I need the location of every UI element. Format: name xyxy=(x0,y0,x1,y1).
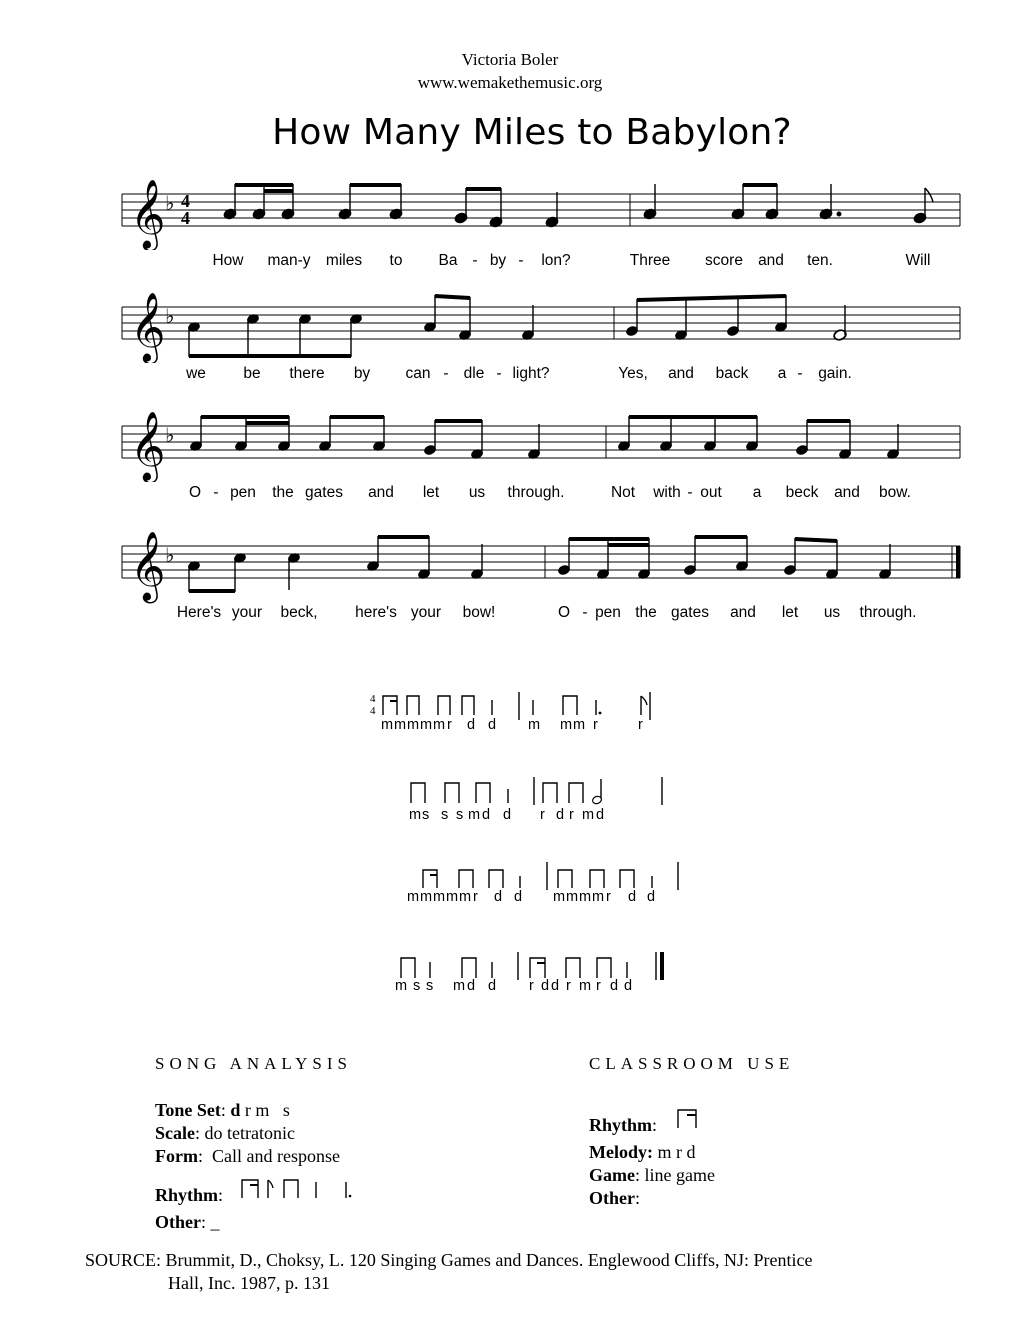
lyric-syllable: and xyxy=(834,484,860,501)
lyric-syllable: Ba xyxy=(438,252,458,269)
lyric-syllable: gates xyxy=(671,604,709,621)
lyric-syllable: gates xyxy=(305,484,343,501)
lyric-syllable: - xyxy=(797,365,803,382)
classroom-rhythm-field: Rhythm: xyxy=(589,1115,658,1135)
lyric-syllable: - xyxy=(472,252,478,269)
lyric-syllable: by xyxy=(489,252,507,269)
game-field: Game: line game xyxy=(589,1165,715,1185)
lyric-syllable: O xyxy=(188,484,202,501)
song-title: How Many Miles to Babylon? xyxy=(272,112,792,153)
lyric-syllable: miles xyxy=(325,252,363,269)
lyric-syllable: the xyxy=(635,604,657,621)
lyric-syllable: here's xyxy=(355,604,397,621)
author-name: Victoria Boler xyxy=(461,50,559,69)
lyric-syllable: beck xyxy=(785,484,819,501)
solfege-line-1: m m m m m r d d m m m r r xyxy=(381,717,643,733)
lyric-syllable: light? xyxy=(512,365,550,382)
source-citation-line-1: SOURCE: Brummit, D., Choksy, L. 120 Singing Games and Dances. Englewood Cliffs, NJ: Prentice xyxy=(85,1250,813,1270)
source-citation-line-2: Hall, Inc. 1987, p. 131 xyxy=(168,1273,330,1293)
solfege-line-4: m s s m d d r d d r m r d d xyxy=(395,978,633,994)
staff-system-1 xyxy=(0,170,1020,250)
lyric-syllable: gain. xyxy=(818,365,852,382)
lyric-syllable: pen xyxy=(230,484,256,501)
svg-text:4: 4 xyxy=(370,693,376,705)
lyric-syllable: pen xyxy=(595,604,621,621)
lyric-syllable: - xyxy=(687,484,693,501)
staff-system-2 xyxy=(0,283,1020,363)
classroom-other-field: Other: xyxy=(589,1188,640,1208)
lyric-line-4 xyxy=(0,604,1020,626)
lyric-syllable: Will xyxy=(905,252,931,269)
flat-icon: ♭ xyxy=(165,191,175,215)
lyric-syllable: Three xyxy=(629,252,671,269)
lyric-syllable: can xyxy=(405,365,431,382)
lyric-syllable: and xyxy=(730,604,756,621)
lyric-syllable: your xyxy=(410,604,442,621)
lyric-syllable: us xyxy=(823,604,841,621)
lyric-syllable: the xyxy=(272,484,294,501)
tone-set-field: Tone Set: d r m s xyxy=(155,1100,290,1120)
treble-clef-icon: 𝄞 xyxy=(130,531,166,601)
scale-field: Scale: do tetratonic xyxy=(155,1123,295,1143)
lyric-line-1 xyxy=(0,252,1020,274)
lyric-syllable: score xyxy=(705,252,743,269)
svg-text:4: 4 xyxy=(370,705,376,717)
staff-system-4 xyxy=(0,522,1020,606)
lyric-syllable: by xyxy=(353,365,371,382)
solfege-line-3: m m m m m r d d m m m m r d d xyxy=(407,889,656,905)
lyric-syllable: - xyxy=(518,252,524,269)
lyric-syllable: and xyxy=(758,252,784,269)
lyric-line-3 xyxy=(0,484,1020,506)
lyric-syllable: back xyxy=(715,365,749,382)
form-field: Form: Call and response xyxy=(155,1146,340,1166)
lyric-syllable: - xyxy=(582,604,588,621)
lyric-line-2 xyxy=(0,365,1020,387)
lyric-syllable: a xyxy=(777,365,787,382)
lyric-syllable: bow. xyxy=(879,484,911,501)
lyric-syllable: and xyxy=(668,365,694,382)
classroom-use-heading: CLASSROOM USE xyxy=(589,1054,795,1073)
lyric-syllable: O xyxy=(557,604,571,621)
sixteenth-eighth-pattern-icon xyxy=(674,1106,704,1132)
solfege-line-2: m s s s m d d r d r m d xyxy=(409,807,605,823)
rhythm-patterns-icon xyxy=(238,1176,358,1202)
lyric-syllable: let xyxy=(781,604,799,621)
treble-clef-icon: 𝄞 xyxy=(130,292,166,362)
lyric-syllable: Not xyxy=(610,484,636,501)
lyric-syllable: us xyxy=(468,484,486,501)
lyric-syllable: and xyxy=(368,484,394,501)
lyric-syllable: man-y xyxy=(267,252,311,269)
lyric-syllable: How xyxy=(212,252,244,269)
lyric-syllable: to xyxy=(389,252,403,269)
rhythm-line-2 xyxy=(0,775,1020,805)
treble-clef-icon: 𝄞 xyxy=(130,179,166,249)
lyric-syllable: through. xyxy=(507,484,565,501)
lyric-syllable: - xyxy=(443,365,449,382)
song-analysis-heading: SONG ANALYSIS xyxy=(155,1054,352,1073)
svg-text:4: 4 xyxy=(181,191,190,211)
lyric-syllable: ten. xyxy=(807,252,833,269)
lyric-syllable: - xyxy=(213,484,219,501)
lyric-syllable: be xyxy=(243,365,261,382)
flat-icon: ♭ xyxy=(165,543,175,567)
lyric-syllable: Here's xyxy=(176,604,222,621)
lyric-syllable: there xyxy=(289,365,325,382)
lyric-syllable: dle xyxy=(463,365,485,382)
lyric-syllable: a xyxy=(752,484,762,501)
lyric-syllable: through. xyxy=(859,604,917,621)
svg-text:4: 4 xyxy=(181,208,190,228)
lyric-syllable: out xyxy=(700,484,722,501)
lyric-syllable: beck, xyxy=(280,604,318,621)
lyric-syllable: we xyxy=(186,365,206,382)
treble-clef-icon: 𝄞 xyxy=(130,411,166,481)
other-field: Other: _ xyxy=(155,1212,220,1232)
rhythm-line-1 xyxy=(0,690,1020,720)
website: www.wemakethemusic.org xyxy=(417,73,603,92)
lyric-syllable: lon? xyxy=(541,252,571,269)
flat-icon: ♭ xyxy=(165,423,175,447)
lyric-syllable: - xyxy=(496,365,502,382)
lyric-syllable: bow! xyxy=(462,604,496,621)
melody-field: Melody: m r d xyxy=(589,1142,696,1162)
lyric-syllable: Yes, xyxy=(618,365,648,382)
flat-icon: ♭ xyxy=(165,304,175,328)
rhythm-line-3 xyxy=(0,860,1020,890)
lyric-syllable: let xyxy=(422,484,440,501)
staff-system-3 xyxy=(0,402,1020,482)
lyric-syllable: your xyxy=(231,604,263,621)
lyric-syllable: with xyxy=(653,484,681,501)
rhythm-field: Rhythm: xyxy=(155,1185,224,1205)
